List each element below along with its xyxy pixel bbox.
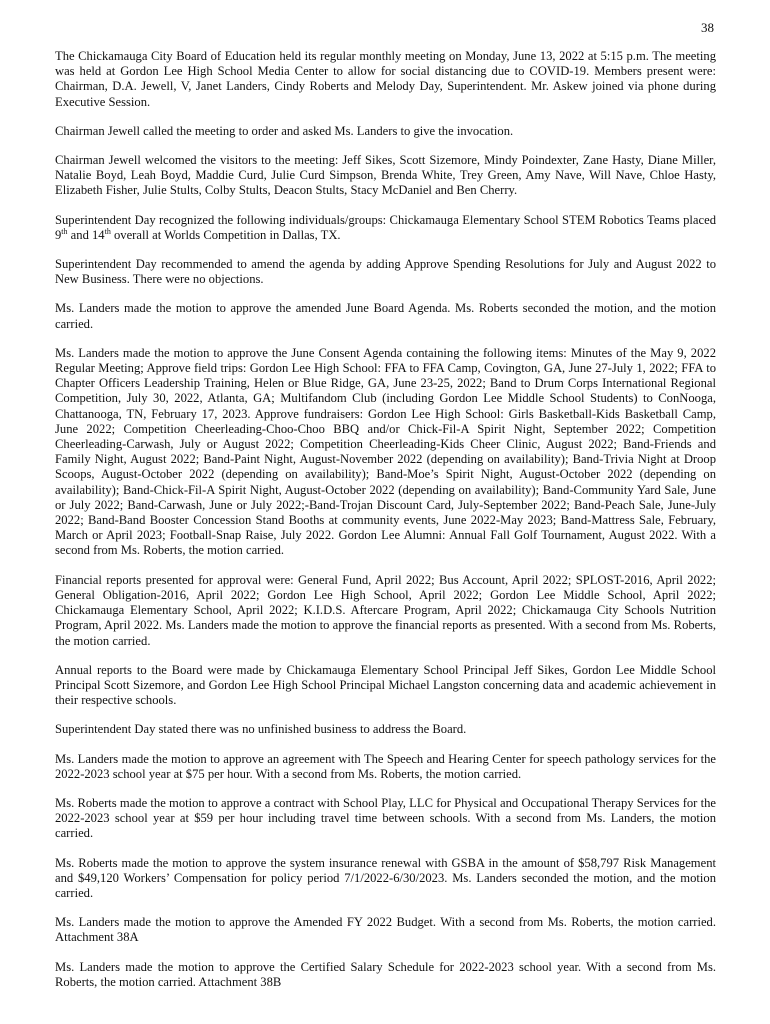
paragraph-call-to-order: Chairman Jewell called the meeting to order and asked Ms. Landers to give the invocation. (55, 123, 514, 138)
recognition-sup-b: th (104, 226, 111, 236)
recognition-sup-a: th (61, 226, 68, 236)
paragraph-meeting-opening: The Chickamauga City Board of Education held its regular monthly meeting on Monday, June 13, 2022 at 5:15 p.m. The meeting was held at Gordon Lee High School Media Center to allow for social distancing due to COVID-19. Members present were: Chairman, D.A. Jewell, V, Janet Landers, Cindy Roberts and Melody Day, Superintendent. Mr. Askew joined via phone during Executive Session. (55, 49, 716, 109)
paragraph-financial-reports: Financial reports presented for approval were: General Fund, April 2022; Bus Account, April 2022; SPLOST-2016, April 2022; General Obligation-2016, April 2022; Gordon Lee High School, April 2022; Gordon Lee Middle School, April 2022; Chickamauga Elementary School, April 2022; K.I.D.S. Aftercare Program, April 2022; Chickamauga City Schools Nutrition Program, April 2022. Ms. Landers made the motion to approve the financial reports as presented. With a second from Ms. Roberts, the motion carried. (55, 572, 716, 648)
page-number: 38 (701, 20, 714, 35)
minutes-body (55, 49, 716, 1004)
recognition-text-c: overall at Worlds Competition in Dallas, TX. (110, 227, 341, 242)
paragraph-recognition (55, 213, 716, 243)
paragraph-salary-schedule: Ms. Landers made the motion to approve the Certified Salary Schedule for 2022-2023 school year. With a second from Ms. Roberts, the motion carried. Attachment 38B (55, 959, 716, 989)
paragraph-amend-agenda: Superintendent Day recommended to amend the agenda by adding Approve Spending Resolutions for July and August 2022 to New Business. There were no objections. (55, 257, 716, 287)
paragraph-school-play: Ms. Roberts made the motion to approve a contract with School Play, LLC for Physical and Occupational Therapy Services for the 2022-2023 school year at $59 per hour including travel time between schools. With a second from Ms. Landers, the motion carried. (55, 795, 716, 841)
paragraph-visitors: Chairman Jewell welcomed the visitors to the meeting: Jeff Sikes, Scott Sizemore, Mindy Poindexter, Zane Hasty, Diane Miller, Natalie Boyd, Leah Boyd, Maddie Curd, Julie Curd Simpson, Brenda White, Trey Green, Amy Nave, Will Nave, Chloe Hasty, Elizabeth Fisher, Julie Stults, Colby Stults, Deacon Stults, Stacy McDaniel and Ben Cherry. (55, 153, 716, 198)
paragraph-amended-budget: Ms. Landers made the motion to approve the Amended FY 2022 Budget. With a second from Ms. Roberts, the motion carried. Attachment 38A (55, 915, 716, 945)
paragraph-insurance-renewal: Ms. Roberts made the motion to approve the system insurance renewal with GSBA in the amount of $58,797 Risk Management and $49,120 Workers’ Compensation for policy period 7/1/2022-6/30/2023. Ms. Landers seconded the motion, and the motion carried. (55, 855, 716, 900)
paragraph-unfinished-business: Superintendent Day stated there was no unfinished business to address the Board. (55, 722, 467, 737)
paragraph-consent-agenda: Ms. Landers made the motion to approve the June Consent Agenda containing the following items: Minutes of the May 9, 2022 Regular Meeting; Approve field trips: Gordon Lee High School: FFA to FFA Camp, Covington, GA, June 27-July 1, 2022; FFA to Chapter Officers Leadership Training, Helen or Blue Ridge, GA, June 23-25, 2022; Band to Drum Corps International Regional Competition, July 30, 2022, Atlanta, GA; Multifandom Club (including Gordon Lee Middle School Students) to ConNooga, Chattanooga, TN, February 17, 2023. Approve fundraisers: Gordon Lee High School: Girls Basketball-Kids Basketball Camp, June 2022; Competition Cheerleading-Choo-Choo BBQ and/or Chick-Fil-A Spirit Night, September 2022; Competition Cheerleading-Carwash, July or August 2022; Competition Cheerleading-Kids Cheer Clinic, August 2022; Band-Friends and Family Night, August 2022; Band-Paint Night, August-November 2022 (depending on availability); Band-Trivia Night at Droop Scoops, August-October 2022 (depending on availability); Band-Moe’s Spirit Night, August-October 2022 (depending on availability); Band-Chick-Fil-A Spirit Night, August-October 2022 (depending on availability); Band-Community Yard Sale, June or July 2022; Band-Carwash, June or July 2022;-Band-Trojan Discount Card, July-September 2022; Band-Peach Sale, June-July 2022; Band-Band Booster Concession Stand Booths at community events, June 2022-May 2023; Band-Mattress Sale, February, March or April 2023; Football-Snap Raise, July 2022. Gordon Lee Alumni: Annual Fall Golf Tournament, August 2022. With a second from Ms. Roberts, the motion carried. (55, 345, 716, 558)
recognition-text-a: Superintendent Day recognized the following individuals/groups: Chickamauga Elementary School STEM Robotics Teams placed 9 (55, 212, 716, 242)
paragraph-approve-agenda: Ms. Landers made the motion to approve the amended June Board Agenda. Ms. Roberts seconded the motion, and the motion carried. (55, 301, 716, 331)
paragraph-speech-hearing: Ms. Landers made the motion to approve an agreement with The Speech and Hearing Center for speech pathology services for the 2022-2023 school year at $75 per hour. With a second from Ms. Roberts, the motion carried. (55, 751, 716, 781)
paragraph-annual-reports: Annual reports to the Board were made by Chickamauga Elementary School Principal Jeff Sikes, Gordon Lee Middle School Principal Scott Sizemore, and Gordon Lee High School Principal Michael Langston concerning data and academic achievement in their respective schools. (55, 662, 716, 708)
recognition-text-b: and 14 (67, 227, 105, 242)
